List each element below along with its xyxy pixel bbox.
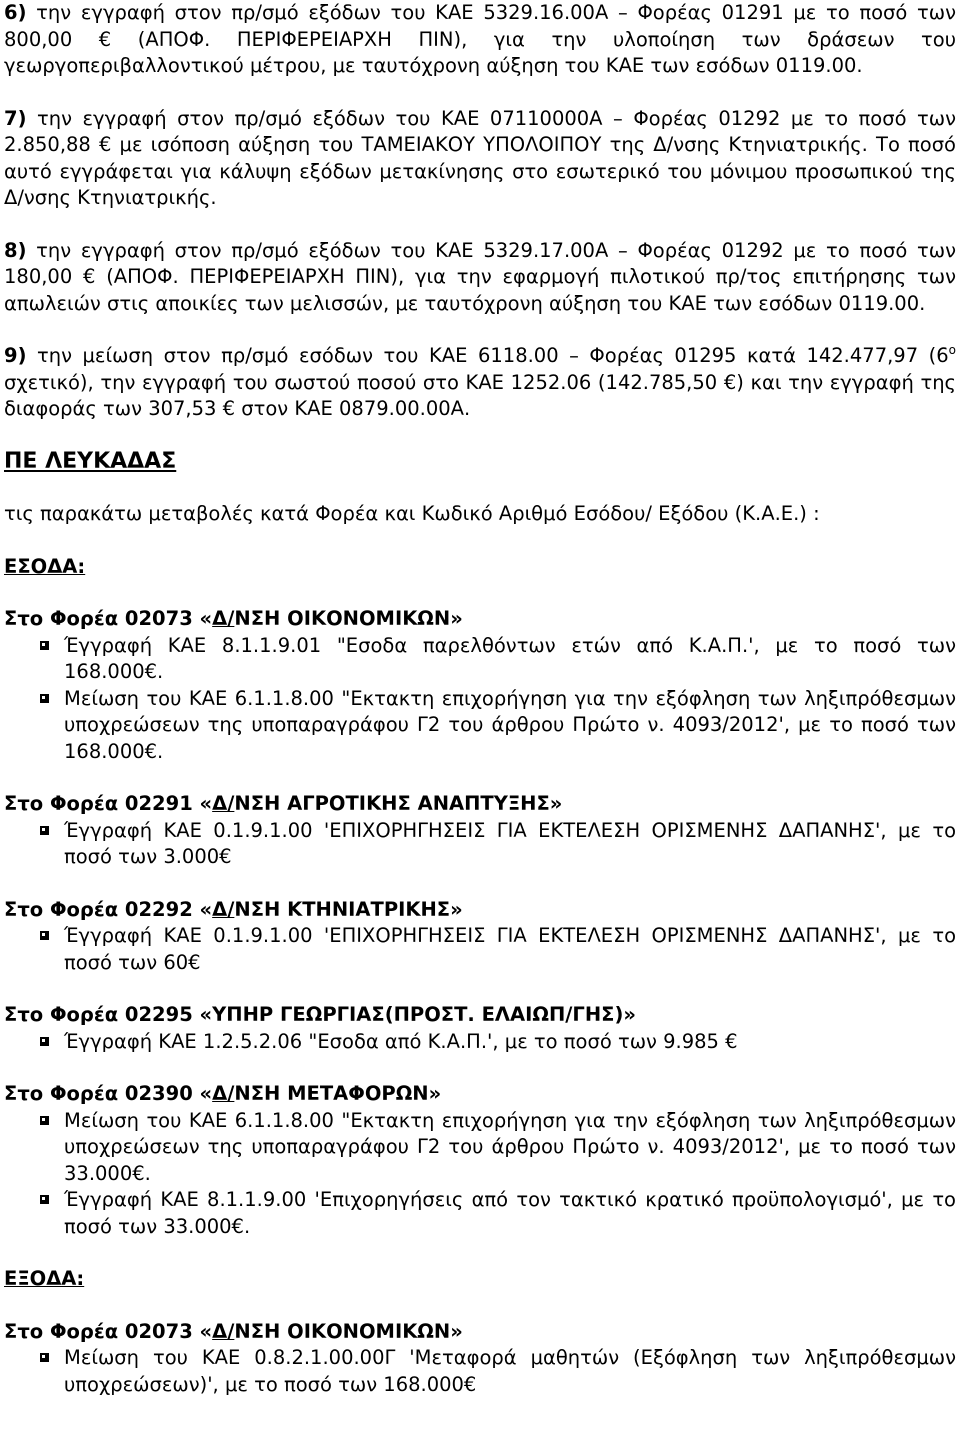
list-item [64,1108,956,1188]
square-bullet-icon [40,931,49,940]
list-item-text: Έγγραφή ΚΑΕ 0.1.9.1.00 'ΕΠΙΧΟΡΗΓΗΣΕΙΣ ΓΙΑ ΕΚΤΕΛΕΣΗ ΟΡΙΣΜΕΝΗΣ ΔΑΠΑΝΗΣ', με το ποσό των 3.000€ [64,818,956,868]
list-item [64,686,956,766]
carrier-heading [4,1319,956,1346]
expenses-groups [4,1319,956,1399]
square-bullet-icon [40,1195,49,1204]
list-item [64,1345,956,1398]
expenses-title: ΕΞΟΔΑ: [4,1267,85,1290]
carrier-heading-underlined: Δ/ [212,607,235,630]
bullet-list [4,633,956,766]
carrier-heading-underlined: Δ/ [212,897,235,921]
expenses-section [4,1266,956,1398]
paragraph-number: 6) [4,1,27,24]
carrier-heading [4,1002,956,1029]
carrier-heading-text: Στο Φορέα 02292 « [4,897,213,921]
bullet-list [4,1345,956,1398]
section-heading: ΠΕ ΛΕΥΚΑΔΑΣ [4,448,177,474]
carrier-heading [4,606,956,633]
square-bullet-icon [40,641,49,650]
square-bullet-icon [40,1037,49,1046]
paragraph-number: 7) [4,106,27,130]
square-bullet-icon [40,1116,49,1125]
revenue-groups [4,606,956,1240]
carrier-heading-underlined: Δ/ [212,1319,235,1343]
carrier-heading [4,791,956,818]
list-item [64,818,956,871]
revenue-title: ΕΣΟΔΑ: [4,554,86,578]
carrier-heading [4,897,956,924]
square-bullet-icon [40,694,49,703]
carrier-heading-suffix: ΝΣΗ ΟΙΚΟΝΟΜΙΚΩΝ» [234,1319,463,1343]
square-bullet-icon [40,1353,49,1362]
bullet-list [4,923,956,976]
paragraph-number: 8) [4,238,27,262]
carrier-heading-text: Στο Φορέα 02390 « [4,1082,213,1105]
carrier-heading-suffix: ΝΣΗ ΑΓΡΟΤΙΚΗΣ ΑΝΑΠΤΥΞΗΣ» [234,792,563,815]
carrier-heading-underlined: Δ/ [212,1082,235,1105]
bullet-list [4,1108,956,1241]
paragraph-number: 9) [4,344,27,367]
document-page [4,0,956,1424]
paragraph-text: την εγγραφή στον πρ/σμό εξόδων του ΚΑΕ 5329.17.00Α – Φορέας 01292 με το ποσό των 180,00 € (ΑΠΟΦ. ΠΕΡΙΦΕΡΕΙΑΡΧΗ ΠΙΝ), για την εφαρμογή πιλοτικού πρ/τος επιτήρησης των απωλειών στις αποικίες των μελισσών, με ταυτόχρονη αύξηση του ΚΑΕ των εσόδων 0119.00. [4,238,956,315]
intro-text: τις παρακάτω μεταβολές κατά Φορέα και Κωδικό Αριθμό Εσόδου/ Εξόδου (Κ.Α.Ε.) : [4,502,820,525]
list-item-text: Μείωση του ΚΑΕ 6.1.1.8.00 "Εκτακτη επιχορήγηση για την εξόφληση των ληξιπρόθεσμων υποχρεώσεων της υποπαραγράφου Γ2 του άρθρου Πρώτο ν. 4093/2012', με το ποσό των 33.000€. [64,1108,956,1185]
paragraph-9 [4,343,956,423]
list-item [64,633,956,686]
paragraph-text: την εγγραφή στον πρ/σμό εξόδων του ΚΑΕ 5329.16.00Α – Φορέας 01291 με το ποσό των 800,00 € (ΑΠΟΦ. ΠΕΡΙΦΕΡΕΙΑΡΧΗ ΠΙΝ), για την υλοποίηση των δράσεων του γεωργοπεριβαλλοντικού μέτρου, με ταυτόχρονη αύξηση του ΚΑΕ των εσόδων 0119.00. [4,1,956,77]
carrier-heading-text: Στο Φορέα 02073 « [4,607,213,630]
carrier-heading-suffix: ΝΣΗ ΚΤΗΝΙΑΤΡΙΚΗΣ» [234,897,463,921]
paragraph-6 [4,0,956,80]
list-item-text: Έγγραφή ΚΑΕ 8.1.1.9.01 "Εσοδα παρελθόντων ετών από Κ.Α.Π.', με το ποσό των 168.000€. [64,633,956,683]
list-item [64,1029,956,1056]
paragraph-text-continued: σχετικό), την εγγραφή του σωστού ποσού στο ΚΑΕ 1252.06 (142.785,50 €) και την εγγραφή της διαφοράς των 307,53 € στον ΚΑΕ 0879.00.00Α. [4,370,956,420]
bullet-list [4,818,956,871]
paragraph-7 [4,106,956,212]
paragraph-text: την εγγραφή στον πρ/σμό εξόδων του ΚΑΕ 07110000Α – Φορέας 01292 με το ποσό των 2.850,88 € με ισόποση αύξηση του ΤΑΜΕΙΑΚΟΥ ΥΠΟΛΟΙΠΟΥ της Δ/νσης Κτηνιατρικής. Το ποσό αυτό εγγράφεται για κάλυψη εξόδων μετακίνησης στο εσωτερικό του μόνιμου προσωπικού της Δ/νσης Κτηνιατρικής. [4,106,956,209]
list-item-text: Μείωση του ΚΑΕ 6.1.1.8.00 "Εκτακτη επιχορήγηση για την εξόφληση των ληξιπρόθεσμων υποχρεώσεων της υποπαραγράφου Γ2 του άρθρου Πρώτο ν. 4093/2012', με το ποσό των 168.000€. [64,686,956,763]
carrier-heading-text: Στο Φορέα 02291 « [4,792,213,815]
list-item-text: Έγγραφή ΚΑΕ 8.1.1.9.00 'Επιχορηγήσεις από τον τακτικό κρατικό προϋπολογισμό', με το ποσό των 33.000€. [64,1188,956,1238]
carrier-heading-text: Στο Φορέα 02073 « [4,1319,213,1343]
superscript: ο [948,343,956,357]
list-item-text: Μείωση του ΚΑΕ 0.8.2.1.00.00Γ 'Μεταφορά μαθητών (Εξόφληση των ληξιπρόθεσμων υποχρεώσεων)', με το ποσό των 168.000€ [64,1346,956,1396]
paragraph-text: την μείωση στον πρ/σμό εσόδων του ΚΑΕ 6118.00 – Φορέας 01295 κατά 142.477,97 (6 [26,344,949,367]
carrier-heading-text: Στο Φορέα 02295 «ΥΠΗΡ ΓΕΩΡΓΙΑΣ(ΠΡΟΣΤ. ΕΛΑΙΩΠ/ΓΗΣ)» [4,1003,636,1026]
list-item-text: Έγγραφή ΚΑΕ 0.1.9.1.00 'ΕΠΙΧΟΡΗΓΗΣΕΙΣ ΓΙΑ ΕΚΤΕΛΕΣΗ ΟΡΙΣΜΕΝΗΣ ΔΑΠΑΝΗΣ', με το ποσό των 60€ [64,924,956,974]
list-item [64,923,956,976]
carrier-heading-suffix: ΝΣΗ ΟΙΚΟΝΟΜΙΚΩΝ» [234,607,463,630]
carrier-heading-underlined: Δ/ [212,792,235,815]
revenue-section [4,554,956,1241]
carrier-heading-suffix: ΝΣΗ ΜΕΤΑΦΟΡΩΝ» [234,1082,442,1105]
list-item-text: Έγγραφή ΚΑΕ 1.2.5.2.06 "Εσοδα από Κ.Α.Π.', με το ποσό των 9.985 € [64,1029,738,1053]
square-bullet-icon [40,826,49,835]
paragraph-8 [4,238,956,318]
list-item [64,1187,956,1240]
carrier-heading [4,1081,956,1108]
bullet-list [4,1029,956,1056]
